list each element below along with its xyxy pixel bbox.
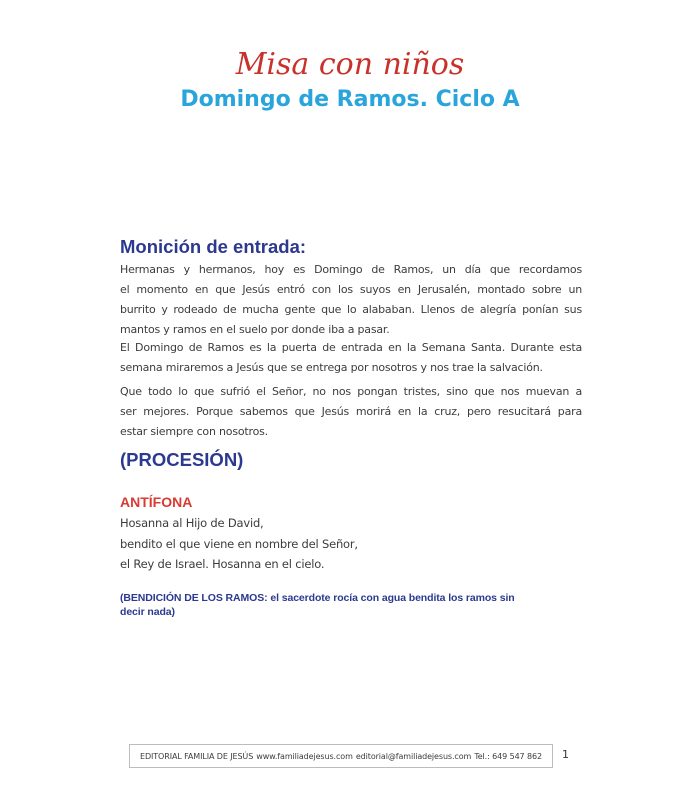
paragraph-line: estar siempre con nosotros.	[120, 425, 268, 438]
paragraph-line: El Domingo de Ramos es la puerta de entrada en la Semana Santa. Durante esta	[120, 341, 582, 354]
monicion-paragraph-1	[120, 260, 582, 340]
antiphon-line: el Rey de Israel. Hosanna en el cielo.	[120, 557, 325, 571]
antifona-heading: ANTÍFONA	[120, 494, 193, 510]
monicion-paragraph-3	[120, 382, 582, 442]
page-subtitle: Domingo de Ramos. Ciclo A	[180, 87, 520, 112]
footer-email: editorial@familiadejesus.com	[355, 751, 472, 761]
footer-bar	[129, 744, 553, 768]
monicion-heading: Monición de entrada:	[120, 236, 307, 257]
footer-phone: Tel.: 649 547 862	[474, 751, 542, 761]
rubric-line: (BENDICIÓN DE LOS RAMOS: el sacerdote rocía con agua bendita los ramos sin	[120, 592, 515, 604]
paragraph-line: burrito y rodeado de mucha gente que lo alababan. Llenos de alegría ponían sus	[120, 303, 582, 316]
paragraph-line: Que todo lo que sufrió el Señor, no nos pongan tristes, sino que nos muevan a	[120, 385, 582, 398]
page-title: Misa con niños	[235, 47, 465, 82]
rubric-line: decir nada)	[120, 606, 175, 618]
bendicion-rubric	[120, 591, 590, 619]
antifona-text	[120, 513, 582, 575]
antiphon-line: bendito el que viene en nombre del Señor,	[120, 536, 358, 551]
paragraph-line: ser mejores. Porque sabemos que Jesús morirá en la cruz, pero resucitará para	[120, 405, 582, 418]
monicion-paragraph-2	[120, 338, 582, 378]
paragraph-line: el momento en que Jesús entró con los suyos en Jerusalén, montado sobre un	[120, 283, 582, 296]
footer-website: www.familiadejesus.com	[256, 751, 353, 761]
page-number: 1	[562, 748, 569, 761]
paragraph-line: mantos y ramos en el suelo por donde iba a pasar.	[120, 323, 390, 336]
footer-publisher: EDITORIAL FAMILIA DE JESÚS	[140, 751, 254, 761]
procesion-heading: (PROCESIÓN)	[120, 449, 244, 470]
paragraph-line: Hermanas y hermanos, hoy es Domingo de Ramos, un día que recordamos	[120, 263, 582, 276]
antiphon-line: Hosanna al Hijo de David,	[120, 516, 264, 530]
paragraph-line: semana miraremos a Jesús que se entrega por nosotros y nos trae la salvación.	[120, 361, 543, 374]
